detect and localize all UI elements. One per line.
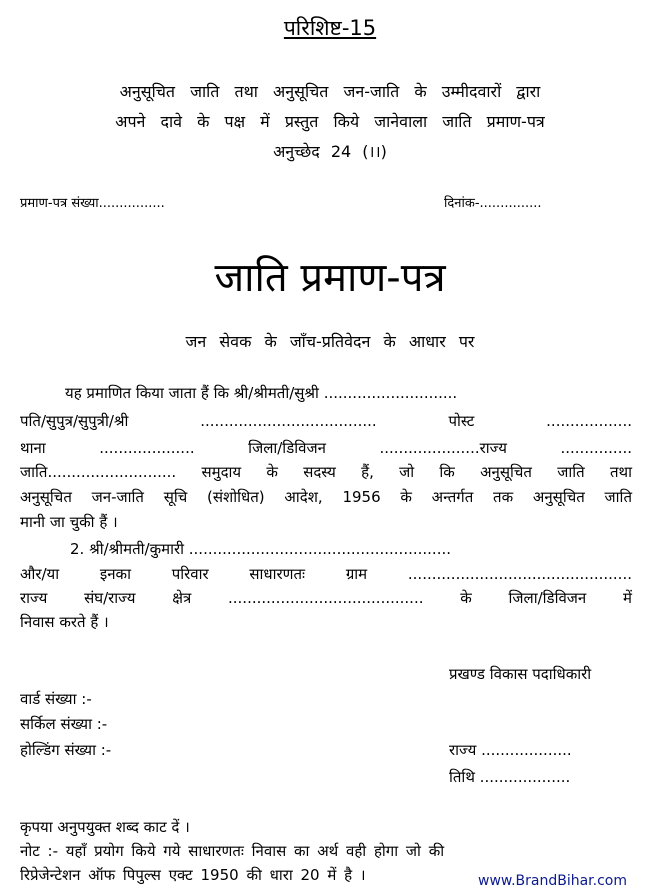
intro-line-3: अनुच्छेद 24 (।।) — [273, 142, 387, 161]
body-line-10: निवास करते हैं । — [20, 613, 109, 631]
body-line-2: पति/सुपुत्र/सुपुत्री/श्री ..................................... पोस्ट .................. — [20, 412, 632, 430]
date-issue-field: तिथि ................... — [449, 768, 571, 786]
signatory-title: प्रखण्ड विकास पदाधिकारी — [449, 665, 592, 683]
holding-number-field: होल्डिंग संख्या :- — [20, 741, 112, 759]
body-line-9: राज्य संघ/राज्य क्षेत्र ......................................... के जिला/डिविजन में — [20, 589, 632, 607]
body-line-8: और/या इनका परिवार साधारणतः ग्राम ............................................... — [20, 565, 632, 583]
footer-note-line-2: रिप्रेजेन्टेशन ऑफ पिपुल्स एक्ट 1950 की धारा 20 में है । — [20, 866, 366, 884]
body-line-7: 2. श्री/श्रीमती/कुमारी ....................................................... — [70, 540, 452, 558]
appendix-heading: परिशिष्ट-15 — [283, 16, 377, 40]
certificate-number-field: प्रमाण-पत्र संख्या................ — [20, 196, 165, 211]
circle-number-field: सर्किल संख्या :- — [20, 715, 108, 733]
body-line-6: मानी जा चुकी हैं । — [20, 513, 118, 531]
footer-note-line-1: नोट :- यहाँ प्रयोग किये गये साधारणतः निवास का अर्थ वही होगा जो की — [20, 842, 445, 860]
body-line-5: अनुसूचित जन-जाति सूचि (संशोधित) आदेश, 1956 के अन्तर्गत तक अनुसूचित जाति — [20, 488, 632, 506]
body-line-3: थाना .................... जिला/डिविजन .....................राज्य ............... — [20, 439, 632, 457]
intro-line-1: अनुसूचित जाति तथा अनुसूचित जन-जाति के उम्मीदवारों द्वारा — [119, 82, 541, 101]
ward-number-field: वार्ड संख्या :- — [20, 690, 92, 708]
body-line-1: यह प्रमाणित किया जाता हैं कि श्री/श्रीमती/सुश्री ............................ — [65, 384, 458, 402]
document-title: जाति प्रमाण-पत्र — [214, 255, 446, 301]
site-watermark: www.BrandBihar.com — [478, 873, 627, 889]
intro-line-2: अपने दावे के पक्ष में प्रस्तुत किये जानेवाला जाति प्रमाण-पत्र — [115, 112, 545, 131]
body-line-4: जाति........................... समुदाय के सदस्य हैं, जो कि अनुसूचित जाति तथा — [20, 463, 632, 481]
document-subtitle: जन सेवक के जाँच-प्रतिवेदन के आधार पर — [185, 332, 475, 351]
state-field: राज्य ................... — [449, 741, 572, 759]
footer-strike-note: कृपया अनुपयुक्त शब्द काट दें । — [20, 818, 190, 836]
date-field: दिनांक-............... — [444, 196, 542, 211]
